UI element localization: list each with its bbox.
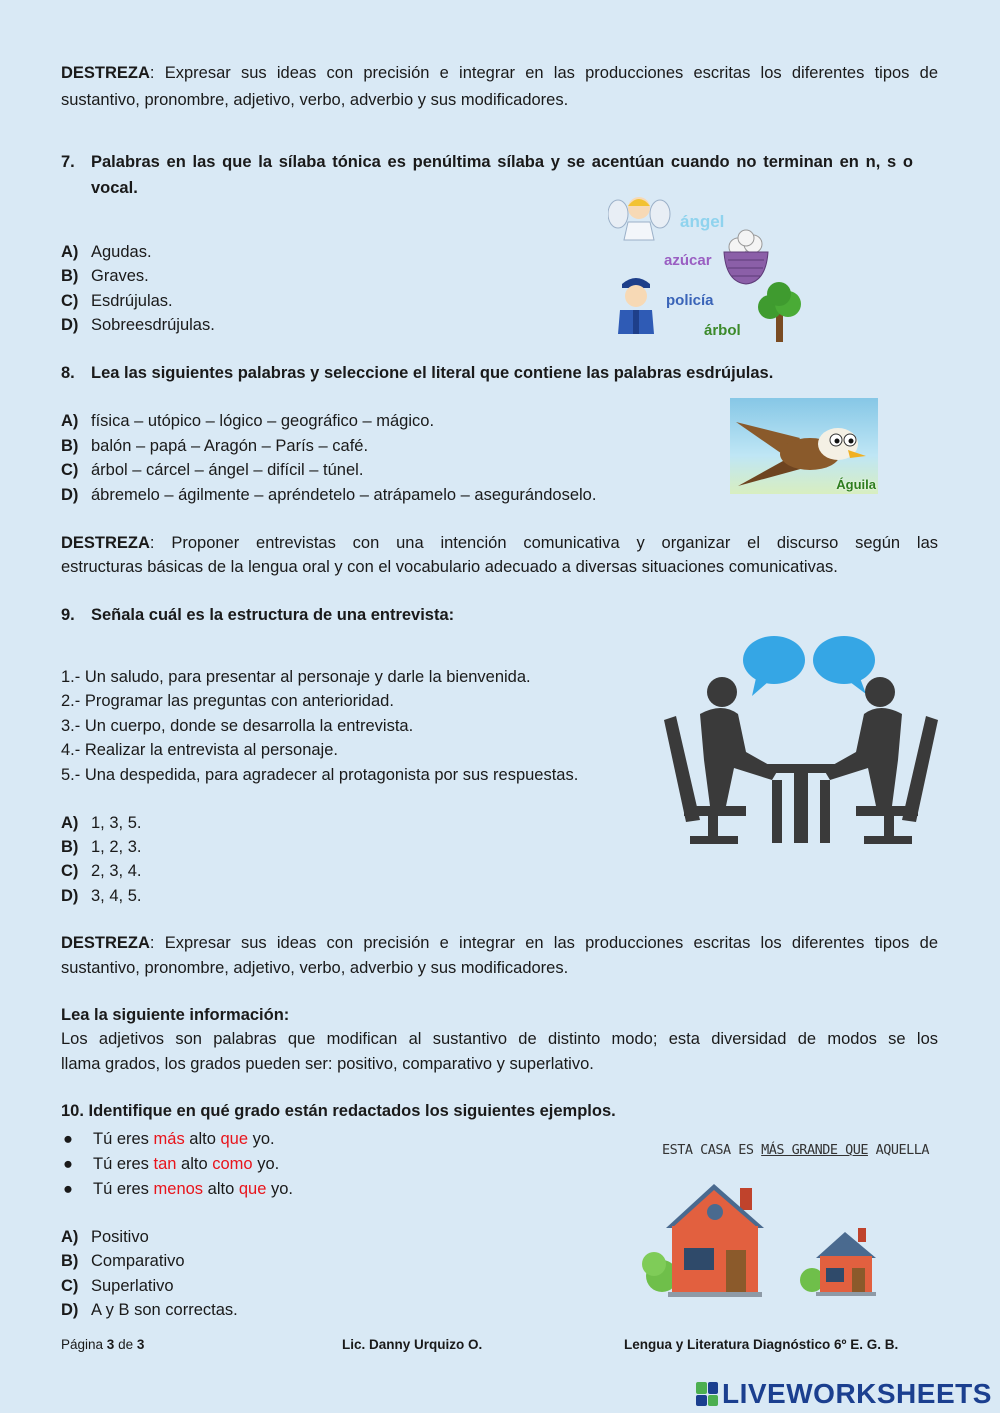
footer-subject: Lengua y Literatura Diagnóstico 6º E. G. B. [624, 1337, 899, 1352]
interview-item-5: 5.- Una despedida, para agradecer al protagonista por sus respuestas. [61, 766, 579, 784]
example-2: ● Tú eres tan alto como yo. [61, 1152, 279, 1176]
houses-illustration [640, 1140, 929, 1300]
logo-text: LIVEWORKSHEETS [722, 1378, 992, 1409]
q9-option-a[interactable] [61, 811, 141, 835]
option-text: 1, 2, 3. [91, 838, 142, 856]
option-text: árbol – cárcel – ángel – difícil – túnel. [91, 461, 364, 479]
option-key: A) [61, 243, 79, 261]
destreza-3-line2: sustantivo, pronombre, adjetivo, verbo, adverbio y sus modificadores. [61, 959, 569, 977]
option-text: Comparativo [91, 1252, 185, 1270]
destreza-text: : Expresar sus ideas con precisión e integrar en las producciones escritas los diferentes tipos de [149, 934, 938, 952]
option-key: D) [61, 887, 79, 905]
info-text-line1: Los adjetivos son palabras que modifican al sustantivo de distinto modo; esta diversidad de modos se los [61, 1030, 938, 1048]
destreza-1 [61, 61, 938, 86]
option-text: física – utópico – lógico – geográfico – mágico. [91, 412, 435, 430]
option-text: Graves. [91, 267, 149, 285]
interview-item-2: 2.- Programar las preguntas con anterioridad. [61, 692, 394, 710]
word-azucar: azúcar [664, 252, 712, 269]
info-heading: Lea la siguiente información: [61, 1006, 290, 1024]
option-text: ábremelo – ágilmente – apréndetelo – atrápamelo – asegurándoselo. [91, 486, 597, 504]
word-aguila: Águila [836, 477, 876, 492]
q10-option-a[interactable] [61, 1225, 149, 1249]
example-1: ● Tú eres más alto que yo. [61, 1127, 275, 1151]
liveworksheets-logo[interactable] [696, 1378, 992, 1410]
destreza-label: DESTREZA [61, 64, 150, 82]
house-icon [640, 1176, 890, 1300]
houses-caption: ESTA CASA ES MÁS GRANDE QUE AQUELLA [662, 1142, 929, 1158]
q9-option-c[interactable] [61, 859, 141, 883]
destreza-label: DESTREZA [61, 934, 150, 952]
q7-option-a[interactable] [61, 240, 152, 264]
word-policia: policía [666, 292, 714, 309]
question-10-title: 10. Identifique en qué grado están redactados los siguientes ejemplos. [61, 1102, 616, 1120]
option-key: C) [61, 461, 79, 479]
option-key: A) [61, 814, 79, 832]
option-text: Superlativo [91, 1277, 174, 1295]
q8-option-b[interactable] [61, 434, 368, 458]
interview-item-1: 1.- Un saludo, para presentar al personaje y darle la bienvenida. [61, 668, 531, 686]
question-number: 8. [61, 364, 75, 382]
option-key: C) [61, 1277, 79, 1295]
sugar-bowl-icon [724, 230, 768, 284]
tree-icon [758, 282, 801, 342]
option-text: 1, 3, 5. [91, 814, 142, 832]
bullet-icon: ● [63, 1180, 73, 1198]
question-text: Lea las siguientes palabras y seleccione el literal que contiene las palabras esdrújulas. [91, 364, 774, 382]
logo-grid-icon [696, 1382, 718, 1406]
q7-option-c[interactable] [61, 289, 173, 313]
option-text: balón – papá – Aragón – París – café. [91, 437, 369, 455]
example-3: ● Tú eres menos alto que yo. [61, 1177, 293, 1201]
destreza-3 [61, 931, 938, 956]
angel-icon [608, 197, 670, 240]
destreza-text: : Expresar sus ideas con precisión e integrar en las producciones escritas los diferentes tipos de [149, 64, 938, 82]
q7-option-b[interactable] [61, 264, 149, 288]
option-key: C) [61, 292, 79, 310]
q8-option-a[interactable] [61, 409, 434, 433]
bullet-icon: ● [63, 1130, 73, 1148]
option-key: C) [61, 862, 79, 880]
q9-option-b[interactable] [61, 835, 141, 859]
option-text: 3, 4, 5. [91, 887, 142, 905]
option-text: Esdrújulas. [91, 292, 173, 310]
question-8-title [61, 361, 773, 385]
eagle-illustration [730, 398, 878, 494]
question-number: 7. [61, 153, 75, 171]
police-officer-icon [618, 278, 654, 334]
option-text: Agudas. [91, 243, 152, 261]
q10-option-b[interactable] [61, 1249, 185, 1273]
destreza-2 [61, 531, 938, 556]
question-text: Palabras en las que la sílaba tónica es penúltima sílaba y se acentúan cuando no terminan en n, s o [91, 153, 913, 171]
option-key: A) [61, 412, 79, 430]
destreza-1-line2: sustantivo, pronombre, adjetivo, verbo, adverbio y sus modificadores. [61, 91, 569, 109]
option-key: A) [61, 1228, 79, 1246]
option-text: Positivo [91, 1228, 149, 1246]
option-key: B) [61, 838, 79, 856]
option-key: B) [61, 267, 79, 285]
q9-option-d[interactable] [61, 884, 141, 908]
option-text: Sobreesdrújulas. [91, 316, 215, 334]
interview-illustration [660, 630, 942, 848]
interview-icon [660, 630, 942, 848]
speech-bubble-icon [813, 636, 875, 684]
question-number: 9. [61, 606, 75, 624]
q8-option-d[interactable] [61, 483, 596, 507]
speech-bubble-icon [743, 636, 805, 684]
question-text: Señala cuál es la estructura de una entrevista: [91, 606, 455, 624]
q10-option-c[interactable] [61, 1274, 174, 1298]
destreza-label: DESTREZA [61, 534, 150, 552]
option-key: B) [61, 437, 79, 455]
option-text: 2, 3, 4. [91, 862, 142, 880]
option-key: B) [61, 1252, 79, 1270]
option-text: A y B son correctas. [91, 1301, 238, 1319]
option-key: D) [61, 1301, 79, 1319]
interview-item-3: 3.- Un cuerpo, donde se desarrolla la entrevista. [61, 717, 414, 735]
q10-option-d[interactable] [61, 1298, 238, 1322]
option-key: D) [61, 316, 79, 334]
footer-author: Lic. Danny Urquizo O. [342, 1337, 483, 1352]
bullet-icon: ● [63, 1155, 73, 1173]
q8-option-c[interactable] [61, 458, 363, 482]
option-key: D) [61, 486, 79, 504]
destreza-2-line2: estructuras básicas de la lengua oral y con el vocabulario adecuado a diversas situaciones comunicativas. [61, 558, 838, 576]
word-arbol: árbol [704, 322, 741, 339]
q7-option-d[interactable] [61, 313, 215, 337]
question-9-title [61, 603, 454, 627]
page-number: Página 3 de 3 [61, 1337, 145, 1352]
interview-item-4: 4.- Realizar la entrevista al personaje. [61, 741, 338, 759]
question-7-title [61, 150, 913, 174]
destreza-text: : Proponer entrevistas con una intención comunicativa y organizar el discurso según las [149, 534, 938, 552]
question-7-title-line2: vocal. [91, 179, 138, 197]
accent-words-illustration [608, 192, 818, 344]
word-angel: ángel [680, 212, 725, 231]
info-text-line2: llama grados, los grados pueden ser: positivo, comparativo y superlativo. [61, 1055, 594, 1073]
